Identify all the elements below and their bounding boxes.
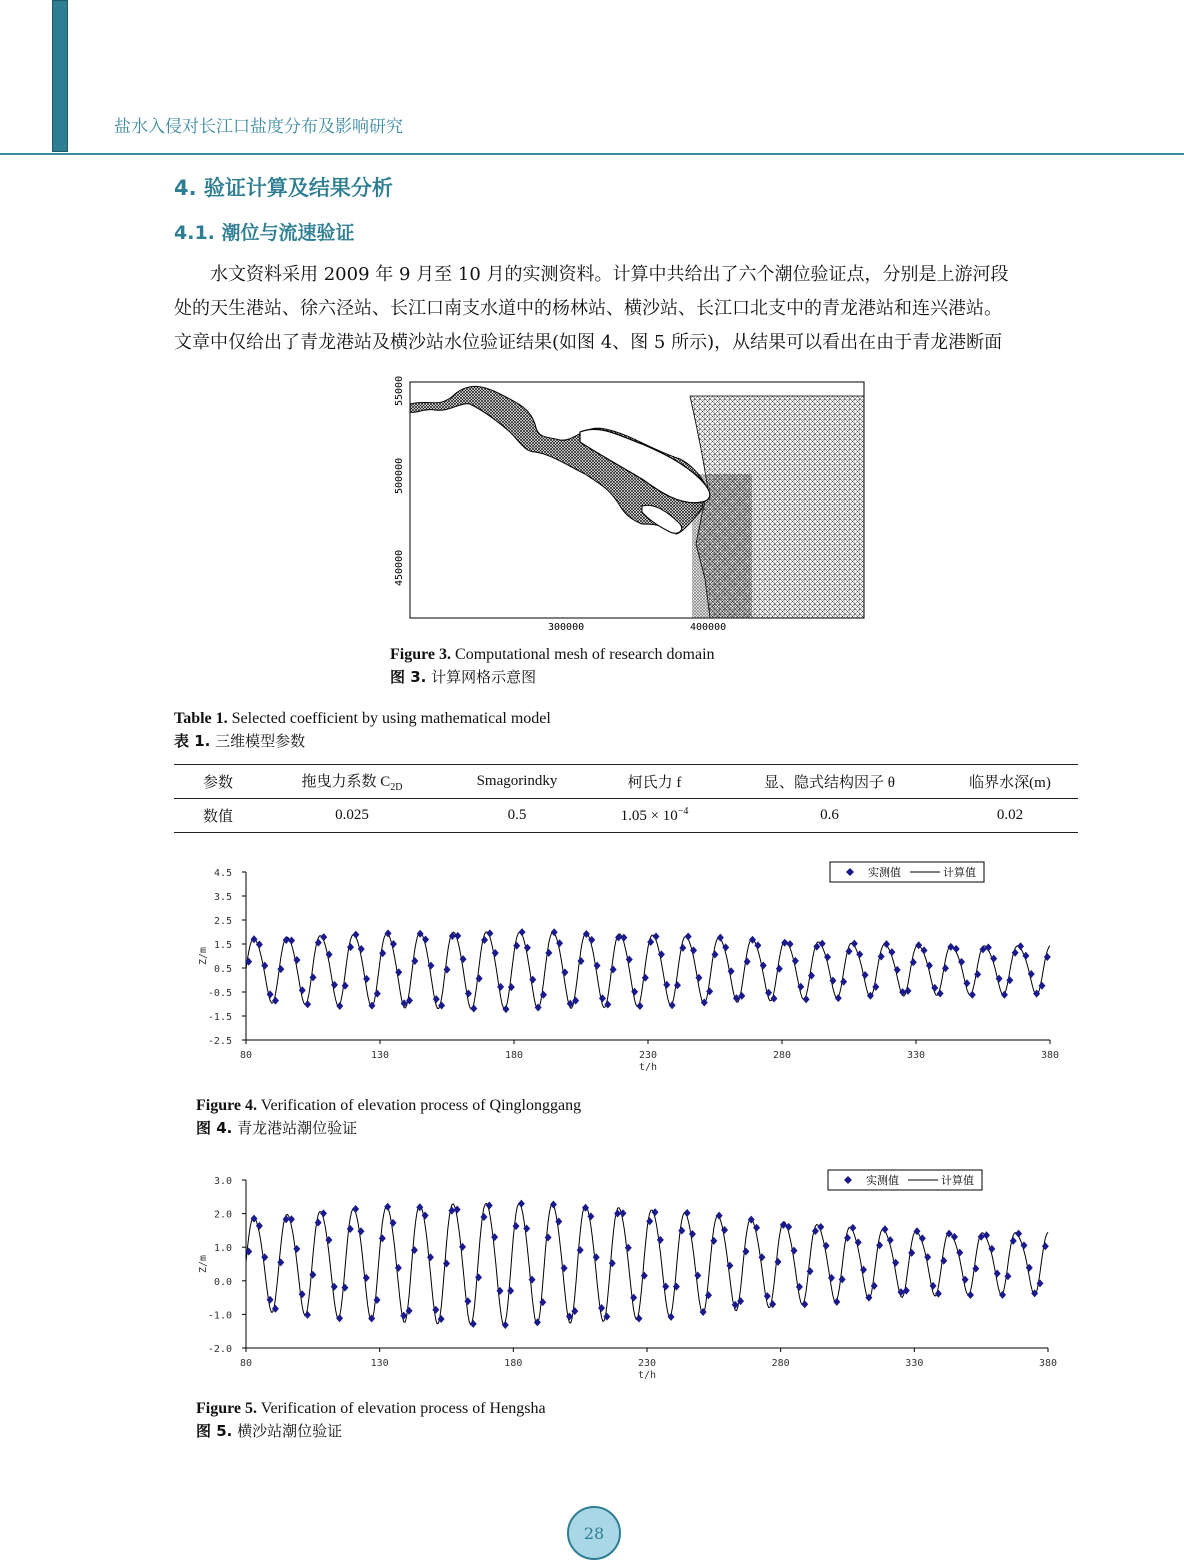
measured-point	[475, 1273, 482, 1281]
x-tick-label: 380	[1040, 1050, 1060, 1061]
measured-point	[685, 933, 692, 941]
measured-point	[486, 1201, 493, 1209]
measured-point	[304, 1311, 311, 1319]
measured-point	[883, 940, 890, 948]
measured-point	[817, 1223, 824, 1231]
y-tick-label: -1.5	[207, 1012, 232, 1023]
x-tick-label: 330	[906, 1050, 926, 1061]
figure3-caption-zh-label: 图 3.	[390, 668, 427, 686]
figure3-caption-en: Computational mesh of research domain	[455, 646, 715, 663]
table-header-cell: 临界水深(m)	[942, 765, 1078, 799]
mesh-y-tick-450000: 450000	[394, 549, 405, 586]
measured-point	[309, 1271, 316, 1279]
figure5-caption-zh: 横沙站潮位验证	[237, 1422, 343, 1440]
figure4-caption-en-label: Figure 4.	[196, 1097, 258, 1114]
measured-point	[851, 940, 858, 948]
figure5-caption-zh-label: 图 5.	[196, 1422, 233, 1440]
y-tick-label: 3.0	[213, 1176, 232, 1187]
measured-point	[653, 933, 660, 941]
measured-point	[427, 1253, 434, 1261]
mesh-x-tick-400000: 400000	[690, 622, 727, 633]
running-header: 盐水入侵对长江口盐度分布及影响研究	[114, 117, 403, 137]
measured-point	[502, 1005, 509, 1013]
measured-point	[787, 940, 794, 948]
measured-point	[630, 1294, 637, 1302]
x-tick-label: 80	[239, 1050, 253, 1061]
measured-point	[835, 994, 842, 1002]
measured-point	[578, 957, 585, 965]
legend-computed-label: 计算值	[943, 866, 976, 879]
measured-point	[935, 1290, 942, 1298]
measured-point	[953, 945, 960, 953]
y-tick-label: -0.5	[207, 988, 232, 999]
y-tick-label: 1.5	[213, 940, 232, 951]
measured-point	[379, 1234, 386, 1242]
section-heading: 4. 验证计算及结果分析	[174, 176, 393, 200]
y-tick-label: -2.0	[207, 1344, 232, 1355]
y-tick-label: 1.0	[213, 1243, 232, 1255]
subsection-heading: 4.1. 潮位与流速验证	[174, 222, 355, 244]
figure4-caption	[196, 1095, 581, 1139]
measured-point	[341, 1284, 348, 1292]
measured-point	[803, 995, 810, 1003]
figure4-caption-zh-label: 图 4.	[196, 1119, 233, 1137]
measured-point	[486, 929, 493, 937]
measured-point	[609, 1259, 616, 1267]
measured-point	[551, 928, 558, 936]
measured-point	[770, 994, 777, 1002]
measured-point	[432, 1306, 439, 1314]
measured-point	[395, 1264, 402, 1272]
figure3-caption	[390, 644, 715, 688]
figure5-caption	[196, 1398, 546, 1442]
measured-point	[969, 991, 976, 999]
header-accent-bar	[52, 0, 68, 152]
table-cell: 0.6	[717, 799, 942, 833]
measured-point	[694, 1272, 701, 1280]
figure3-caption-en-label: Figure 3.	[390, 646, 452, 663]
measured-point	[464, 1297, 471, 1305]
x-tick-label: 230	[638, 1050, 658, 1061]
y-axis-label: Z/m	[198, 1254, 209, 1274]
figure3-caption-zh: 计算网格示意图	[431, 668, 537, 686]
measured-point	[507, 1287, 514, 1295]
mesh-y-tick-550000: 55000	[394, 375, 405, 406]
table-header-cell: 柯氏力 f	[592, 765, 717, 799]
page-number: 28	[567, 1506, 621, 1560]
paragraph-line-2: 处的天生港站、徐六泾站、长江口南支水道中的杨林站、横沙站、长江口北支中的青龙港站和连兴港站。	[174, 298, 1002, 319]
legend-measured-label: 实测值	[866, 1174, 899, 1187]
measured-point	[545, 1233, 552, 1241]
x-tick-label: 130	[370, 1358, 389, 1369]
y-tick-label: 2.0	[213, 1209, 232, 1221]
x-tick-label: 380	[1038, 1358, 1058, 1369]
table1-caption-zh-label: 表 1.	[174, 732, 211, 750]
measured-point	[1015, 1230, 1022, 1238]
table-header-cell: 显、隐式结构因子 θ	[717, 765, 942, 799]
x-tick-label: 80	[239, 1358, 253, 1369]
measured-point	[518, 1200, 525, 1208]
measured-point	[1001, 991, 1008, 999]
measured-point	[331, 1283, 338, 1291]
y-tick-label: 4.5	[213, 868, 232, 879]
measured-point	[363, 1274, 370, 1282]
measured-point	[577, 1246, 584, 1254]
measured-point	[470, 1005, 477, 1013]
qinglonggang-chart	[190, 858, 1070, 1084]
y-tick-label: 0.0	[213, 1276, 232, 1288]
x-tick-label: 330	[905, 1358, 924, 1369]
table-cell	[592, 799, 717, 833]
measured-point	[443, 1259, 450, 1267]
measured-point	[985, 944, 992, 952]
measured-point	[299, 1290, 306, 1298]
measured-point	[411, 957, 418, 965]
table-header-subscript: 2D	[390, 782, 403, 793]
measured-point	[849, 1224, 856, 1232]
measured-point	[373, 1296, 380, 1304]
mesh-x-tick-300000: 300000	[548, 622, 585, 633]
table-header-cell	[262, 765, 442, 799]
table-cell: 0.025	[262, 799, 442, 833]
measured-point	[641, 1272, 648, 1280]
measured-point	[710, 1237, 717, 1245]
measured-point	[277, 1258, 284, 1266]
measured-point	[444, 966, 451, 974]
y-tick-label: 3.5	[213, 892, 232, 903]
measured-point	[496, 1287, 503, 1295]
figure4-caption-zh: 青龙港站潮位验证	[237, 1119, 358, 1137]
table-cell: 0.02	[942, 799, 1078, 833]
measured-point	[684, 1209, 691, 1217]
measured-point	[598, 1304, 605, 1312]
measured-point	[459, 1243, 466, 1251]
measured-point	[678, 1227, 685, 1235]
table1-caption-en-label: Table 1.	[174, 710, 228, 727]
x-axis-label: t/h	[638, 1062, 658, 1073]
measured-point	[937, 989, 944, 997]
mesh-y-tick-500000: 500000	[394, 457, 405, 494]
table-cell-superscript: −4	[677, 806, 689, 817]
measured-point	[385, 929, 392, 937]
table-cell-coriolis: 1.05 × 10	[620, 808, 678, 824]
figure4-caption-en: Verification of elevation process of Qinglonggang	[260, 1097, 582, 1114]
measured-point	[620, 934, 627, 942]
table1-caption-en: Selected coefficient by using mathematical model	[231, 710, 551, 727]
mesh-figure	[380, 374, 880, 636]
computed-series-line	[246, 932, 1050, 1009]
legend-computed-label: 计算值	[941, 1174, 974, 1187]
x-tick-label: 130	[370, 1050, 390, 1061]
measured-point	[662, 1282, 669, 1290]
measured-point	[1017, 942, 1024, 950]
measured-point	[914, 1227, 921, 1235]
table1-caption	[174, 708, 551, 752]
measured-point	[320, 933, 327, 941]
table1-caption-zh: 三维模型参数	[215, 732, 306, 750]
table-row-label: 数值	[174, 799, 262, 833]
paragraph-line-1: 水文资料采用 2009 年 9 月至 10 月的实测资料。计算中共给出了六个潮位验证点，分别是上游河段	[210, 264, 1009, 285]
y-tick-label: 2.5	[213, 916, 232, 927]
measured-point	[470, 1320, 477, 1328]
table-header-cell: 参数	[174, 765, 262, 799]
measured-point	[881, 1225, 888, 1233]
table-header-row	[174, 765, 1078, 799]
measured-point	[983, 1231, 990, 1239]
measured-point	[352, 1205, 359, 1213]
y-axis-label: Z/m	[198, 946, 209, 966]
x-tick-label: 280	[772, 1050, 792, 1061]
measured-point	[717, 934, 724, 942]
parameter-table	[174, 764, 1078, 833]
measured-point	[336, 1002, 343, 1010]
measured-point	[561, 1264, 568, 1272]
measured-point	[513, 1222, 520, 1230]
measured-point	[774, 1258, 781, 1266]
y-tick-label: -2.5	[207, 1036, 232, 1047]
table-row	[174, 799, 1078, 833]
measured-point	[480, 1213, 487, 1221]
measured-point	[921, 946, 928, 954]
figure5-caption-en-label: Figure 5.	[196, 1400, 258, 1417]
measured-point	[635, 1315, 642, 1323]
measured-point	[652, 1208, 659, 1216]
measured-point	[742, 1248, 749, 1256]
measured-point	[673, 1283, 680, 1291]
legend-measured-label: 实测值	[868, 866, 901, 879]
header-rule	[0, 153, 1184, 155]
measured-point	[716, 1212, 723, 1220]
y-tick-label: 0.5	[213, 964, 232, 975]
paragraph-line-3: 文章中仅给出了青龙港站及横沙站水位验证结果(如图 4、图 5 所示)，从结果可以看出在由于青龙港断面	[174, 332, 1003, 353]
measured-point	[529, 1276, 536, 1284]
table-header-drag-label: 拖曳力系数 C	[301, 774, 391, 790]
measured-point	[636, 1002, 643, 1010]
measured-point	[593, 1253, 600, 1261]
measured-point	[967, 1291, 974, 1299]
x-tick-label: 280	[771, 1358, 790, 1369]
measured-point	[272, 997, 279, 1005]
x-tick-label: 180	[504, 1358, 523, 1369]
measured-point	[519, 928, 526, 936]
measured-point	[801, 1300, 808, 1308]
table-cell: 0.5	[442, 799, 592, 833]
body-paragraph	[174, 258, 1078, 360]
measured-point	[320, 1209, 327, 1217]
hengsha-chart	[190, 1166, 1070, 1386]
figure5-caption-en: Verification of elevation process of Hengsha	[260, 1400, 546, 1417]
x-tick-label: 180	[504, 1050, 524, 1061]
x-axis-label: t/h	[637, 1370, 657, 1381]
measured-point	[288, 937, 295, 945]
table-header-cell: Smagorindky	[442, 765, 592, 799]
measured-point	[347, 1225, 354, 1233]
measured-point	[411, 1246, 418, 1254]
measured-point	[304, 1000, 311, 1008]
measured-point	[833, 1298, 840, 1306]
x-tick-label: 230	[637, 1358, 657, 1369]
measured-point	[539, 1298, 546, 1306]
measured-point	[352, 931, 359, 939]
measured-point	[669, 1001, 676, 1009]
y-tick-label: -1.0	[207, 1310, 232, 1322]
